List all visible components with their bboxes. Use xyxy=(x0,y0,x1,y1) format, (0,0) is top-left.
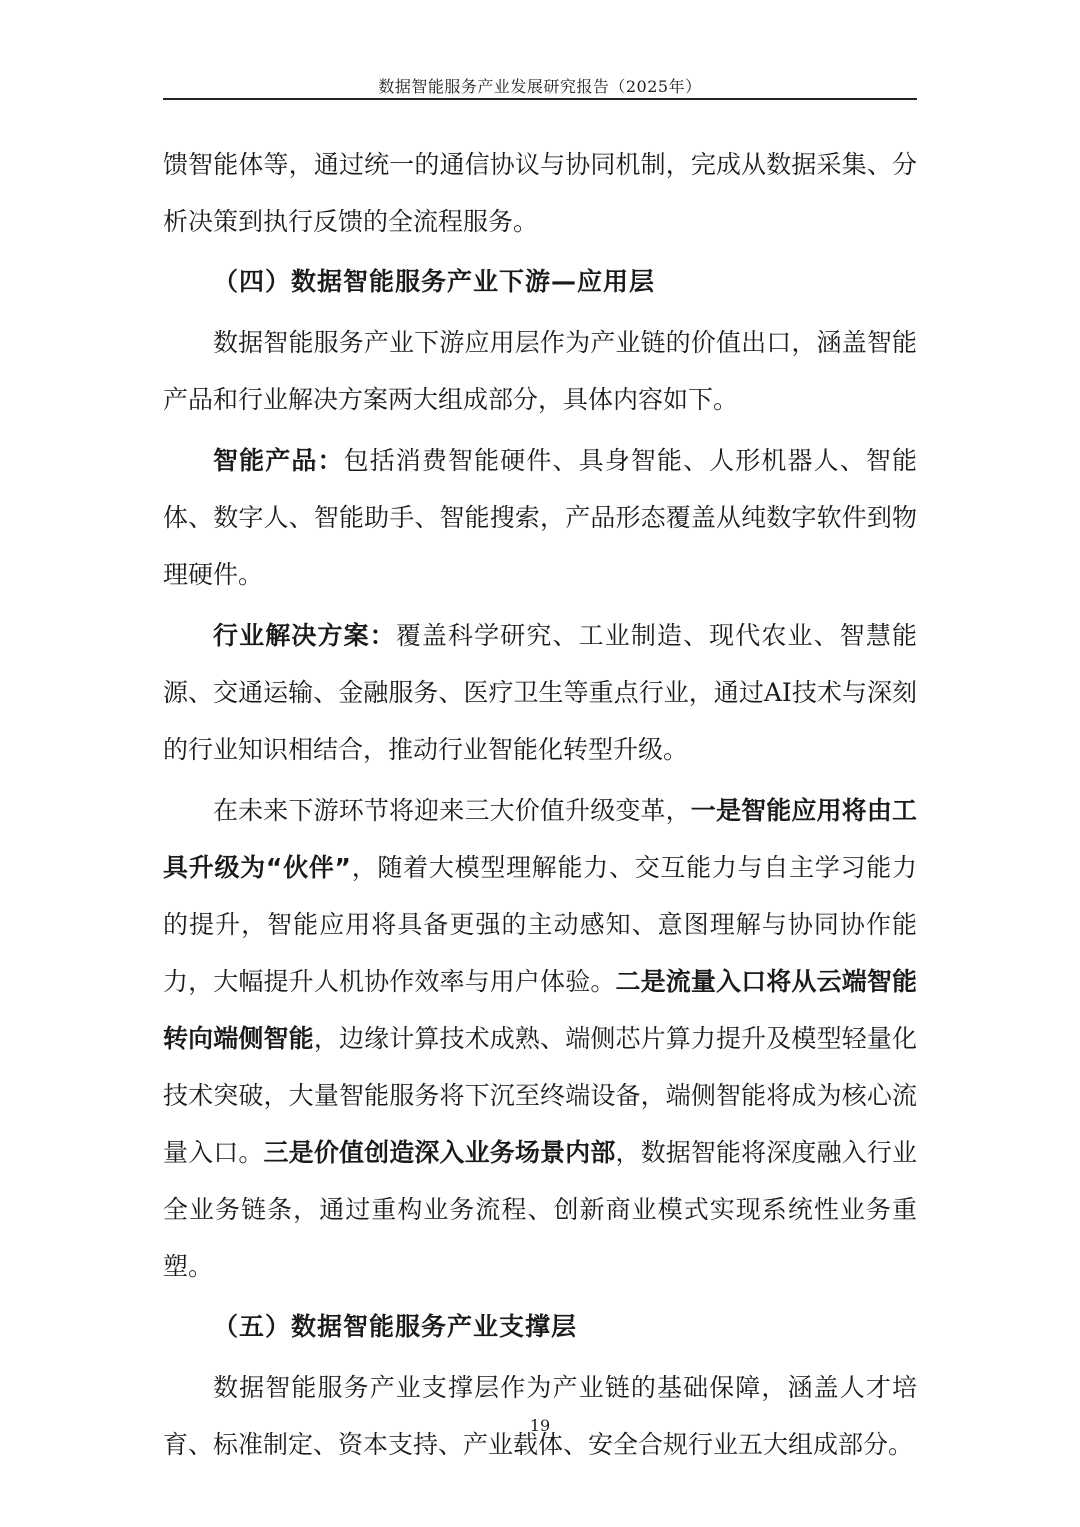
text-industry-solutions: 覆盖科学研究、工业制造、现代农业、智慧能源、交通运输、金融服务、医疗卫生等重点行业，通过AI技术与深刻的行业知识相结合，推动行业智能化转型升级。 xyxy=(163,621,917,764)
header-divider xyxy=(163,98,917,100)
page-body xyxy=(163,136,917,1473)
section-heading-downstream: （四）数据智能服务产业下游—应用层 xyxy=(213,267,656,296)
text-smart-products: 包括消费智能硬件、具身智能、人形机器人、智能体、数字人、智能助手、智能搜索，产品形态覆盖从纯数字软件到物理硬件。 xyxy=(163,446,917,589)
term-smart-products: 智能产品： xyxy=(213,446,344,475)
paragraph-continued: 馈智能体等，通过统一的通信协议与协同机制，完成从数据采集、分析决策到执行反馈的全流程服务。 xyxy=(163,150,917,236)
upgrade-one-text: ，随着大模型理解能力、交互能力与自主学习能力的提升，智能应用将具备更强的主动感知、意图理解与协同协作能力，大幅提升人机协作效率与用户体验。 xyxy=(163,853,917,996)
paragraph-downstream-intro: 数据智能服务产业下游应用层作为产业链的价值出口，涵盖智能产品和行业解决方案两大组成部分，具体内容如下。 xyxy=(163,328,917,414)
paragraph-industry-solutions xyxy=(163,607,917,778)
running-header: 数据智能服务产业发展研究报告（2025年） xyxy=(378,77,702,96)
upgrade-two-title: 二是流量入口将从云端智能转向端侧智能 xyxy=(163,967,917,1053)
term-industry-solutions: 行业解决方案： xyxy=(213,621,396,650)
upgrade-one-title: 一是智能应用将由工具升级为“伙伴” xyxy=(163,796,917,882)
upgrade-three-text: ，数据智能将深度融入行业全业务链条，通过重构业务流程、创新商业模式实现系统性业务重塑。 xyxy=(163,1138,917,1281)
section-heading-support: （五）数据智能服务产业支撑层 xyxy=(213,1312,578,1341)
upgrade-three-title: 三是价值创造深入业务场景内部 xyxy=(263,1138,616,1167)
upgrades-intro: 在未来下游环节将迎来三大价值升级变革， xyxy=(213,796,691,825)
paragraph-support-intro: 数据智能服务产业支撑层作为产业链的基础保障，涵盖人才培育、标准制定、资本支持、产业载体、安全合规行业五大组成部分。 xyxy=(163,1373,917,1459)
paragraph-three-upgrades xyxy=(163,782,917,1295)
page-number: 19 xyxy=(529,1416,551,1435)
paragraph-smart-products xyxy=(163,432,917,603)
upgrade-two-text: ，边缘计算技术成熟、端侧芯片算力提升及模型轻量化技术突破，大量智能服务将下沉至终端设备，端侧智能将成为核心流量入口。 xyxy=(163,1024,917,1167)
